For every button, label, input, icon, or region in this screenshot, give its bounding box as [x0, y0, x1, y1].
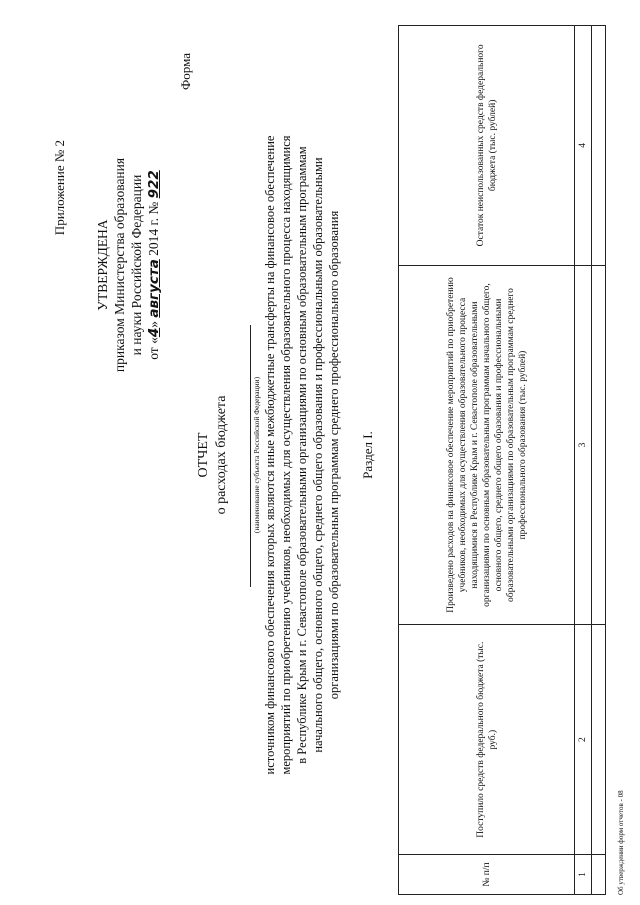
column-number-cell: 3 — [575, 265, 592, 625]
table-numbering-row — [575, 26, 592, 895]
purpose-line: мероприятий по приобретению учебников, необходимых для осуществления образовательного процесса находящимися — [279, 135, 293, 775]
date-prefix: от « — [146, 337, 161, 360]
data-cell[interactable] — [592, 625, 606, 855]
order-line-2: и науки Российской Федерации — [129, 174, 144, 356]
header-cell-received: Поступило средств федерального бюджета (тыс. руб.) — [399, 625, 575, 855]
footer-note: Об утверждении форм отчетов - 08 — [617, 790, 625, 895]
report-table — [398, 25, 606, 895]
report-subtitle: о расходах бюджета — [214, 395, 229, 515]
date-year: 2014 г. — [146, 218, 161, 256]
approval-block — [94, 140, 163, 390]
section-label: Раздел I. — [360, 431, 375, 479]
form-label: Форма — [178, 53, 193, 90]
table-header-row — [399, 26, 575, 895]
date-day: 4 — [146, 327, 162, 338]
purpose-line: начального общего, основного общего, среднего общего образования и профессиональными образовательными — [311, 157, 325, 753]
order-date-line — [145, 140, 163, 390]
header-cell-remainder: Остаток неиспользованных средств федерального бюджета (тыс. рублей) — [399, 26, 575, 266]
table-data-row — [592, 26, 606, 895]
column-number-cell: 4 — [575, 26, 592, 266]
column-number-cell: 1 — [575, 855, 592, 895]
date-month: августа — [146, 259, 162, 318]
data-cell[interactable] — [592, 855, 606, 895]
report-title: ОТЧЕТ — [196, 432, 211, 478]
order-line-1: приказом Министерства образования — [112, 157, 127, 373]
column-number-cell: 2 — [575, 625, 592, 855]
purpose-line: источником финансового обеспечения которых являются иные межбюджетные трансферты на финансовое обеспечение — [263, 135, 277, 775]
data-cell[interactable] — [592, 26, 606, 266]
subject-line — [250, 325, 251, 587]
header-cell-spent: Произведено расходов на финансовое обеспечение мероприятий по приобретению учебников, необходимых для осуществления образовательного процесса находящимися в Республике Крым и г. Севастополе образовательными организациями по основным образовательным программам начального общего, основного общего, среднего общего образования и профессиональными образовательными организациями по образовательным программам среднего профессионального образования (тыс. рублей) — [399, 265, 575, 625]
header-cell-number: № п/п — [399, 855, 575, 895]
purpose-line: организациями по образовательным программам среднего профессионального образования — [327, 210, 341, 700]
subject-caption: (наименование субъекта Российской Федерации) — [252, 376, 261, 534]
data-cell[interactable] — [592, 265, 606, 625]
purpose-line: в Республике Крым и г. Севастополе образовательными организациями по основным образовательным программам — [295, 146, 309, 764]
date-mid: » — [146, 321, 161, 328]
approved-label: УТВЕРЖДЕНА — [95, 219, 110, 311]
number-prefix: № — [146, 201, 161, 215]
purpose-text — [262, 35, 342, 875]
appendix-label: Приложение № 2 — [52, 140, 67, 236]
order-number: 922 — [146, 170, 162, 199]
